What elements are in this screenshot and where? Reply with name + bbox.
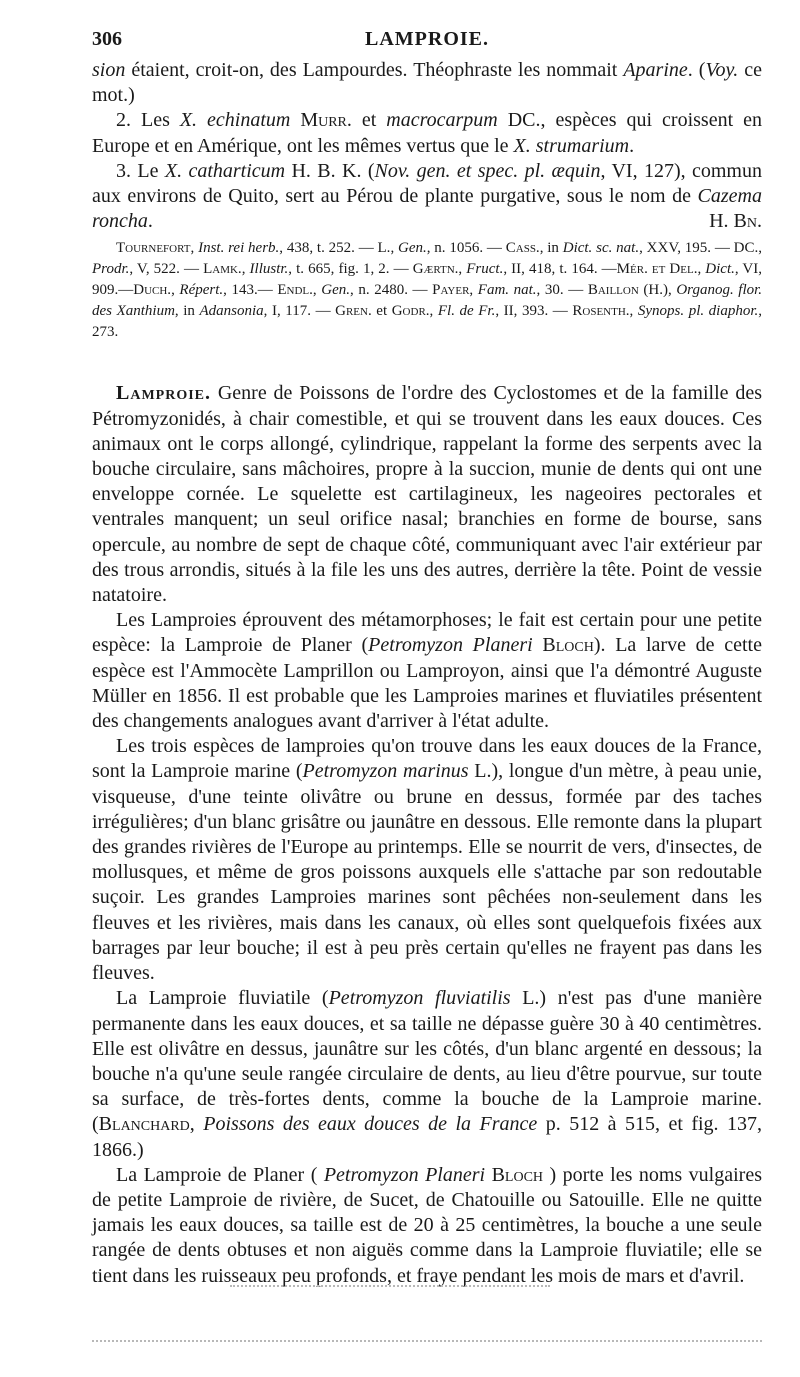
lamproie-paragraph-2: Les Lamproies éprouvent des métamorphoses; le fait est certain pour une petite espèce: la Lamproie de Planer (Petromyzon Planeri Bloch). La larve de cette espèce est l'Ammocète Lamprillon ou Lamproyon, ainsi que l'a démontré Auguste Müller en 1856. Il est probable que les Lamproies marines et fluviatiles présentent des changements analogues avant d'arriver à l'état adulte. xyxy=(92,609,762,733)
lamproie-paragraph-3: Les trois espèces de lamproies qu'on trouve dans les eaux douces de la France, sont la Lamproie marine (Petromyzon marinus L.), longue d'un mètre, à peau unie, visqueuse, d'une teinte olivâtre ou brune en dessus, formée par des taches irrégulières; d'un blanc grisâtre ou jaunâtre en dessous. Elle remonte dans la plupart des grandes rivières de l'Europe au printemps. Elle se nourrit de vers, d'insectes, de mollusques, et même de gros poissons auxquels elle s'attache par son redoutable suçoir. Les grandes Lamproies marines sont pêchées non-seulement dans les fleuves et les rivières, mais dans les canaux, où elles sont quelquefois fixées aux barrages par leur bouche; il est à peu près certain qu'elles ne frayent pas dans les fleuves. xyxy=(92,735,762,985)
xanthium-continuation: sion étaient, croit-on, des Lampourdes. Théophraste les nommait Aparine. (Voy. ce mot.) xyxy=(92,59,762,107)
bibliography xyxy=(92,238,762,343)
xanthium-item-2: 2. Les X. echinatum Murr. et macrocarpum DC., espèces qui croissent en Europe et en Amérique, ont les mêmes vertus que le X. strumarium. xyxy=(92,109,762,157)
author-signature: H. Bn. xyxy=(709,210,762,233)
lamproie-paragraph-1: Lamproie. Genre de Poissons de l'ordre des Cyclostomes et de la famille des Pétromyzonidés, à chair comestible, et qui se trouvent dans les eaux douces. Ces animaux ont le corps allongé, cylindrique, rappelant la forme des serpents avec la bouche circulaire, sans mâchoires, propre à la succion, munie de dents qui ont une enveloppe cornée. Le squelette est cartilagineux, les nageoires pectorales et ventrales manquent; un seul orifice nasal; branchies en forme de bourse, sans opercule, au nombre de sept de chaque côté, communiquant avec l'air extérieur par des trous arrondis, situés à la file les uns des autres, derrière la tête. Point de vessie natatoire. xyxy=(92,382,762,607)
bibliography-text: Tournefort, Inst. rei herb., 438, t. 252. — L., Gen., n. 1056. — Cass., in Dict. sc. nat., XXV, 195. — DC., Prodr., V, 522. — Lamk., Illustr., t. 665, fig. 1, 2. — Gærtn., Fruct., II, 418, t. 164. —Mér. et Del., Dict., VI, 909.—Duch., Répert., 143.— Endl., Gen., n. 2480. — Payer, Fam. nat., 30. — Baillon (H.), Organog. flor. des Xanthium, in Adansonia, I, 117. — Gren. et Godr., Fl. de Fr., II, 393. — Rosenth., Synops. pl. diaphor., 273. xyxy=(92,240,763,341)
entry-headword: Lamproie. xyxy=(116,382,212,405)
page-header xyxy=(92,24,762,54)
dotted-divider xyxy=(230,1285,550,1287)
page-number: 306 xyxy=(92,28,122,50)
xanthium-item-3: 3. Le X. catharticum H. B. K. (Nov. gen. et spec. pl. æquin, VI, 127), commun aux environs de Quito, sert au Pérou de plante purgative, sous le nom de Cazema roncha. H. Bn. xyxy=(92,159,762,235)
xanthium-section xyxy=(92,58,762,234)
lamproie-paragraph-5: La Lamproie de Planer ( Petromyzon Planeri Bloch ) porte les noms vulgaires de petite Lamproie de rivière, de Sucet, de Chatouille ou Satouille. Elle ne quitte jamais les eaux douces, sa taille est de 20 à 25 centimètres, la bouche a une seule rangée de dents obtuses et non aiguës comme dans la Lamproie fluviatile; elle se tient dans les ruisseaux peu profonds, et fraye pendant les mois de mars et d'avril. xyxy=(92,1163,762,1287)
running-head: LAMPROIE. xyxy=(365,28,489,50)
dotted-rule xyxy=(92,1340,762,1342)
body-text xyxy=(92,58,762,1289)
lamproie-paragraph-4: La Lamproie fluviatile (Petromyzon fluviatilis L.) n'est pas d'une manière permanente dans les eaux douces, et sa taille ne dépasse guère 30 à 40 centimètres. Elle est olivâtre en dessus, jaunâtre sur les côtés, d'un blanc argenté en dessous; la bouche n'a qu'une seule rangée circulaire de dents, au lieu d'être pourvue, sur toute sa surface, de très-fortes dents, comme la bouche de la Lamproie marine. (Blanchard, Poissons des eaux douces de la France p. 512 à 515, et fig. 137, 1866.) xyxy=(92,987,763,1161)
lamproie-entry xyxy=(92,381,762,1288)
